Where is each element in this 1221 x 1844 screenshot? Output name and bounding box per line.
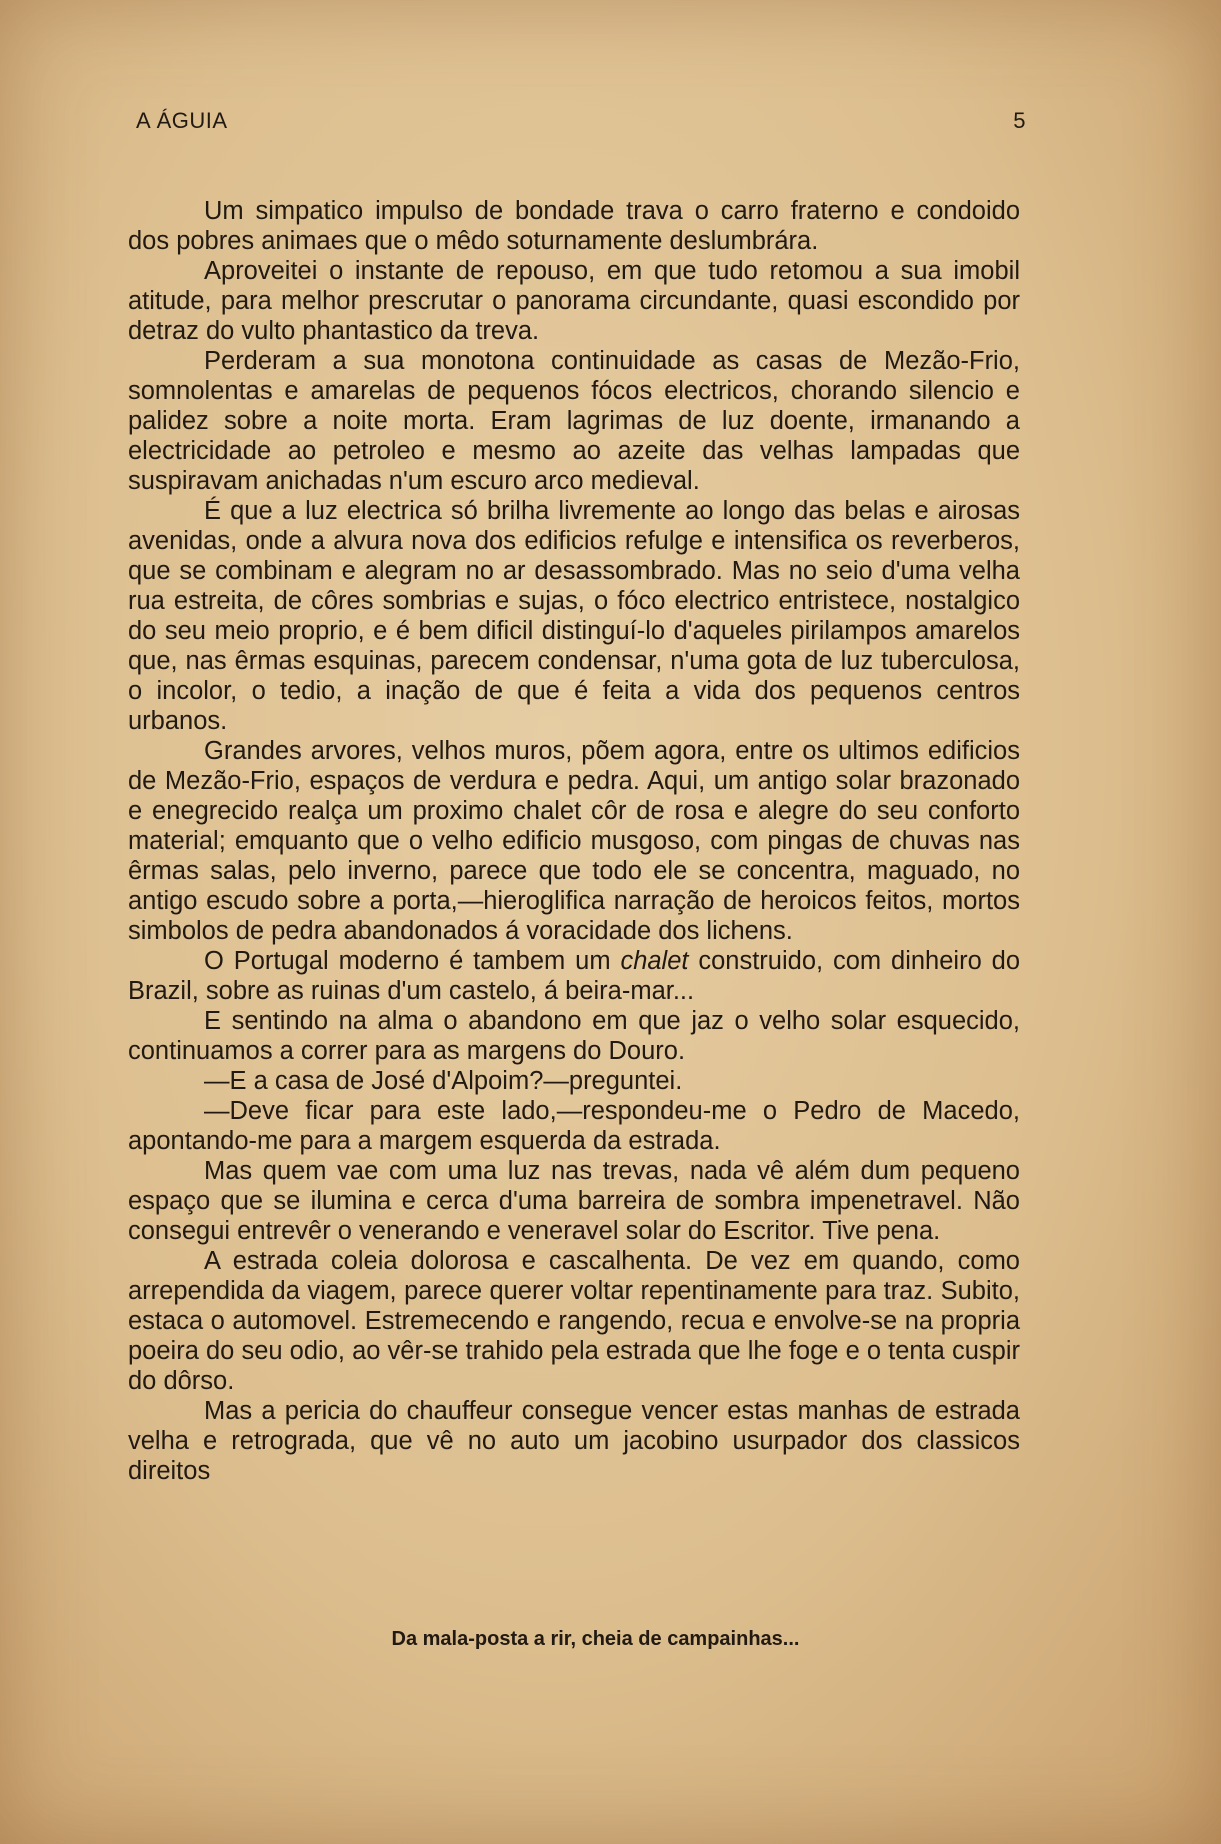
dialogue-line: —E a casa de José d'Alpoim?—preguntei. — [204, 1067, 683, 1095]
paragraph-text: construido, com dinheiro do Brazil, sobre as ruinas d'um castelo, á beira-mar... — [128, 947, 1020, 1005]
paragraph: Grandes arvores, velhos muros, põem agora, entre os ultimos edificios de Mezão-Frio, espaços de verdura e pedra. Aqui, um antigo solar brazonado e enegrecido realça um proximo chalet côr de rosa e alegre do seu conforto material; emquanto que o velho edificio musgoso, com pingas de chuvas nas êrmas salas, pelo inverno, parece que todo ele se concentra, maguado, no antigo escudo sobre a porta,—hieroglifica narração de heroicos feitos, mortos simbolos de pedra abandonados á voracidade dos lichens. — [128, 737, 1020, 945]
paragraph: A estrada coleia dolorosa e cascalhenta. De vez em quando, como arrependida da viagem, parece querer voltar repentinamente para traz. Subito, estaca o automovel. Estremecendo e rangendo, recua e envolve-se na propria poeira do seu odio, ao vêr-se trahido pela estrada que lhe foge e o tenta cuspir do dôrso. — [128, 1247, 1020, 1395]
running-header — [136, 108, 1026, 134]
paragraph: Perderam a sua monotona continuidade as casas de Mezão-Frio, somnolentas e amarelas de pequenos fócos electricos, chorando silencio e palidez sobre a noite morta. Eram lagrimas de luz doente, irmanando a electricidade ao petroleo e mesmo ao azeite das velhas lampadas que suspiravam anichadas n'um escuro arco medieval. — [128, 347, 1020, 495]
dialogue-line: —Deve ficar para este lado,—respondeu-me o Pedro de Macedo, apontando-me para a margem esquerda da estrada. — [128, 1097, 1020, 1155]
paragraph: Um simpatico impulso de bondade trava o carro fraterno e condoido dos pobres animaes que o mêdo soturnamente deslumbrára. — [128, 197, 1020, 255]
paragraph-text: O Portugal moderno é tambem um — [204, 947, 621, 975]
paragraph: É que a luz electrica só brilha livremente ao longo das belas e airosas avenidas, onde a alvura nova dos edificios refulge e intensifica os reverberos, que se combinam e alegram no ar desassombrado. Mas no seio d'uma velha rua estreita, de côres sombrias e sujas, o fóco electrico entristece, nostalgico do seu meio proprio, e é bem dificil distinguí-lo d'aqueles pirilampos amarelos que, nas êrmas esquinas, parecem condensar, n'uma gota de luz tuberculosa, o incolor, o tedio, a inação de que é feita a vida dos pequenos centros urbanos. — [128, 497, 1020, 735]
article-body — [128, 196, 1020, 1486]
paragraph: Mas quem vae com uma luz nas trevas, nada vê além dum pequeno espaço que se ilumina e cerca d'uma barreira de sombra impenetravel. Não consegui entrevêr o venerando e veneravel solar do Escritor. Tive pena. — [128, 1157, 1020, 1245]
illustration-caption: Da mala-posta a rir, cheia de campainhas... — [391, 1628, 800, 1650]
emphasis-text: chalet — [620, 947, 689, 975]
page-number: 5 — [1013, 108, 1026, 133]
paragraph: Aproveitei o instante de repouso, em que tudo retomou a sua imobil atitude, para melhor prescrutar o panorama circundante, quasi escondido por detraz do vulto phantastico da treva. — [128, 257, 1020, 345]
journal-title: A ÁGUIA — [136, 108, 228, 133]
paragraph: E sentindo na alma o abandono em que jaz o velho solar esquecido, continuamos a correr para as margens do Douro. — [128, 1007, 1020, 1065]
paragraph: Mas a pericia do chauffeur consegue vencer estas manhas de estrada velha e retrograda, que vê no auto um jacobino usurpador dos classicos direitos — [128, 1397, 1020, 1485]
paragraph — [128, 946, 1020, 1006]
